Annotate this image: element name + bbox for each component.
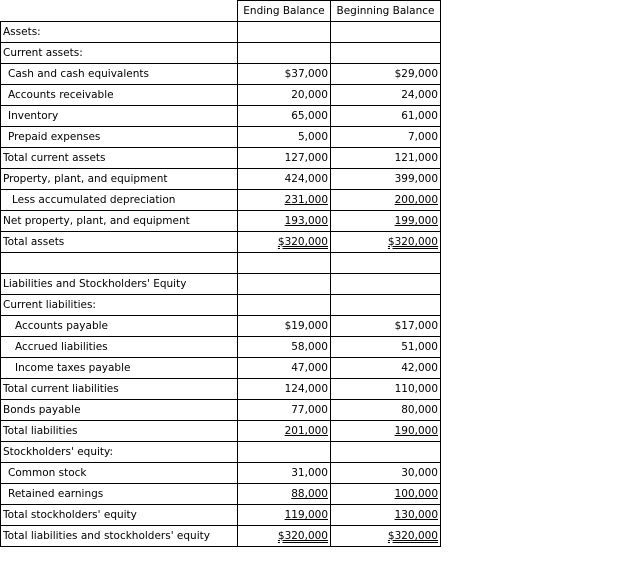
row-label-cell[interactable]: Property, plant, and equipment <box>1 169 238 190</box>
beginning-balance-value: 199,000 <box>394 215 438 227</box>
ending-balance-cell[interactable] <box>238 211 331 232</box>
beginning-balance-value: $320,000 <box>387 530 438 542</box>
ending-balance-value: 201,000 <box>284 425 328 437</box>
ending-balance-value: 31,000 <box>291 467 328 479</box>
beginning-balance-cell[interactable] <box>331 22 441 43</box>
row-label-cell[interactable] <box>1 253 238 274</box>
row-label-cell[interactable]: Liabilities and Stockholders' Equity <box>1 274 238 295</box>
beginning-balance-cell[interactable] <box>331 421 441 442</box>
ending-balance-value: $19,000 <box>284 320 328 332</box>
beginning-balance-value: 100,000 <box>394 488 438 500</box>
beginning-balance-value: $29,000 <box>394 68 438 80</box>
row-label-cell[interactable]: Accounts receivable <box>1 85 238 106</box>
ending-balance-cell[interactable] <box>238 232 331 253</box>
header-row <box>1 1 441 22</box>
row-label-cell[interactable]: Retained earnings <box>1 484 238 505</box>
ending-balance-value: 119,000 <box>284 509 328 521</box>
beginning-balance-cell[interactable] <box>331 232 441 253</box>
table-row <box>1 274 441 295</box>
ending-balance-cell[interactable] <box>238 274 331 295</box>
beginning-balance-cell[interactable] <box>331 505 441 526</box>
row-label-cell[interactable]: Current assets: <box>1 43 238 64</box>
row-label-cell[interactable]: Total liabilities and stockholders' equity <box>1 526 238 547</box>
ending-balance-value: 47,000 <box>291 362 328 374</box>
ending-balance-cell[interactable] <box>238 253 331 274</box>
ending-balance-cell[interactable] <box>238 421 331 442</box>
table-row <box>1 22 441 43</box>
beginning-balance-cell[interactable] <box>331 211 441 232</box>
table-row <box>1 253 441 274</box>
beginning-balance-cell[interactable] <box>331 463 441 484</box>
ending-balance-value: $37,000 <box>284 68 328 80</box>
table-row <box>1 379 441 400</box>
ending-balance-cell[interactable] <box>238 127 331 148</box>
table-row <box>1 484 441 505</box>
header-label-cell[interactable] <box>1 1 238 22</box>
beginning-balance-cell[interactable] <box>331 400 441 421</box>
beginning-balance-value: 24,000 <box>401 89 438 101</box>
ending-balance-cell[interactable] <box>238 316 331 337</box>
table-row <box>1 463 441 484</box>
beginning-balance-cell[interactable] <box>331 43 441 64</box>
row-label-cell[interactable]: Bonds payable <box>1 400 238 421</box>
ending-balance-value: 77,000 <box>291 404 328 416</box>
table-row <box>1 232 441 253</box>
ending-balance-cell[interactable] <box>238 106 331 127</box>
table-row <box>1 337 441 358</box>
beginning-balance-cell[interactable] <box>331 169 441 190</box>
row-label-cell[interactable]: Assets: <box>1 22 238 43</box>
beginning-balance-value: 42,000 <box>401 362 438 374</box>
row-label-cell[interactable]: Common stock <box>1 463 238 484</box>
beginning-balance-value: 190,000 <box>394 425 438 437</box>
beginning-balance-cell[interactable] <box>331 526 441 547</box>
table-row <box>1 295 441 316</box>
row-label-cell[interactable]: Accounts payable <box>1 316 238 337</box>
ending-balance-cell[interactable] <box>238 64 331 85</box>
header-beginning-balance[interactable]: Beginning Balance <box>331 1 441 22</box>
table-row <box>1 442 441 463</box>
row-label-cell[interactable]: Total current assets <box>1 148 238 169</box>
table-row <box>1 316 441 337</box>
beginning-balance-value: 110,000 <box>394 383 438 395</box>
row-label-cell[interactable]: Inventory <box>1 106 238 127</box>
ending-balance-value: 231,000 <box>284 194 328 206</box>
ending-balance-cell[interactable] <box>238 85 331 106</box>
ending-balance-cell[interactable] <box>238 295 331 316</box>
header-ending-balance[interactable]: Ending Balance <box>238 1 331 22</box>
beginning-balance-cell[interactable] <box>331 64 441 85</box>
ending-balance-cell[interactable] <box>238 337 331 358</box>
beginning-balance-cell[interactable] <box>331 148 441 169</box>
beginning-balance-value: 80,000 <box>401 404 438 416</box>
row-label-cell[interactable]: Income taxes payable <box>1 358 238 379</box>
beginning-balance-value: 399,000 <box>394 173 438 185</box>
beginning-balance-cell[interactable] <box>331 190 441 211</box>
table-row <box>1 127 441 148</box>
beginning-balance-cell[interactable] <box>331 106 441 127</box>
ending-balance-value: 65,000 <box>291 110 328 122</box>
ending-balance-value: 58,000 <box>291 341 328 353</box>
beginning-balance-value: 200,000 <box>394 194 438 206</box>
row-label-cell[interactable]: Accrued liabilities <box>1 337 238 358</box>
row-label-cell[interactable]: Total current liabilities <box>1 379 238 400</box>
ending-balance-cell[interactable] <box>238 379 331 400</box>
beginning-balance-value: 30,000 <box>401 467 438 479</box>
table-row <box>1 190 441 211</box>
table-row <box>1 421 441 442</box>
row-label-cell[interactable]: Cash and cash equivalents <box>1 64 238 85</box>
table-row <box>1 358 441 379</box>
beginning-balance-cell[interactable] <box>331 85 441 106</box>
ending-balance-value: $320,000 <box>277 530 328 542</box>
beginning-balance-value: 7,000 <box>407 131 438 143</box>
ending-balance-cell[interactable] <box>238 442 331 463</box>
ending-balance-value: 193,000 <box>284 215 328 227</box>
ending-balance-cell[interactable] <box>238 526 331 547</box>
beginning-balance-cell[interactable] <box>331 316 441 337</box>
row-label-cell[interactable]: Stockholders' equity: <box>1 442 238 463</box>
beginning-balance-cell[interactable] <box>331 127 441 148</box>
beginning-balance-value: 121,000 <box>394 152 438 164</box>
ending-balance-cell[interactable] <box>238 148 331 169</box>
table-row <box>1 526 441 547</box>
ending-balance-value: 5,000 <box>297 131 328 143</box>
table-row <box>1 169 441 190</box>
ending-balance-cell[interactable] <box>238 484 331 505</box>
beginning-balance-cell[interactable] <box>331 379 441 400</box>
row-label-cell[interactable]: Total liabilities <box>1 421 238 442</box>
beginning-balance-cell[interactable] <box>331 442 441 463</box>
beginning-balance-cell[interactable] <box>331 295 441 316</box>
ending-balance-value: 424,000 <box>284 173 328 185</box>
beginning-balance-value: 130,000 <box>394 509 438 521</box>
beginning-balance-value: 61,000 <box>401 110 438 122</box>
row-label-cell[interactable]: Prepaid expenses <box>1 127 238 148</box>
ending-balance-value: $320,000 <box>277 236 328 248</box>
table-row <box>1 211 441 232</box>
ending-balance-cell[interactable] <box>238 358 331 379</box>
table-row <box>1 400 441 421</box>
beginning-balance-cell[interactable] <box>331 484 441 505</box>
table-row <box>1 148 441 169</box>
ending-balance-value: 88,000 <box>291 488 328 500</box>
table-row <box>1 106 441 127</box>
ending-balance-cell[interactable] <box>238 400 331 421</box>
ending-balance-cell[interactable] <box>238 190 331 211</box>
ending-balance-cell[interactable] <box>238 505 331 526</box>
table-row <box>1 43 441 64</box>
table-row <box>1 64 441 85</box>
row-label-cell[interactable]: Net property, plant, and equipment <box>1 211 238 232</box>
row-label-cell[interactable]: Less accumulated depreciation <box>1 190 238 211</box>
ending-balance-value: 127,000 <box>284 152 328 164</box>
row-label-cell[interactable]: Current liabilities: <box>1 295 238 316</box>
ending-balance-cell[interactable] <box>238 169 331 190</box>
beginning-balance-value: 51,000 <box>401 341 438 353</box>
beginning-balance-cell[interactable] <box>331 274 441 295</box>
ending-balance-cell[interactable] <box>238 43 331 64</box>
row-label-cell[interactable]: Total assets <box>1 232 238 253</box>
beginning-balance-cell[interactable] <box>331 358 441 379</box>
table-row <box>1 85 441 106</box>
ending-balance-value: 124,000 <box>284 383 328 395</box>
beginning-balance-value: $17,000 <box>394 320 438 332</box>
beginning-balance-cell[interactable] <box>331 337 441 358</box>
ending-balance-cell[interactable] <box>238 22 331 43</box>
row-label-cell[interactable]: Total stockholders' equity <box>1 505 238 526</box>
ending-balance-value: 20,000 <box>291 89 328 101</box>
beginning-balance-value: $320,000 <box>387 236 438 248</box>
beginning-balance-cell[interactable] <box>331 253 441 274</box>
ending-balance-cell[interactable] <box>238 463 331 484</box>
table-row <box>1 505 441 526</box>
